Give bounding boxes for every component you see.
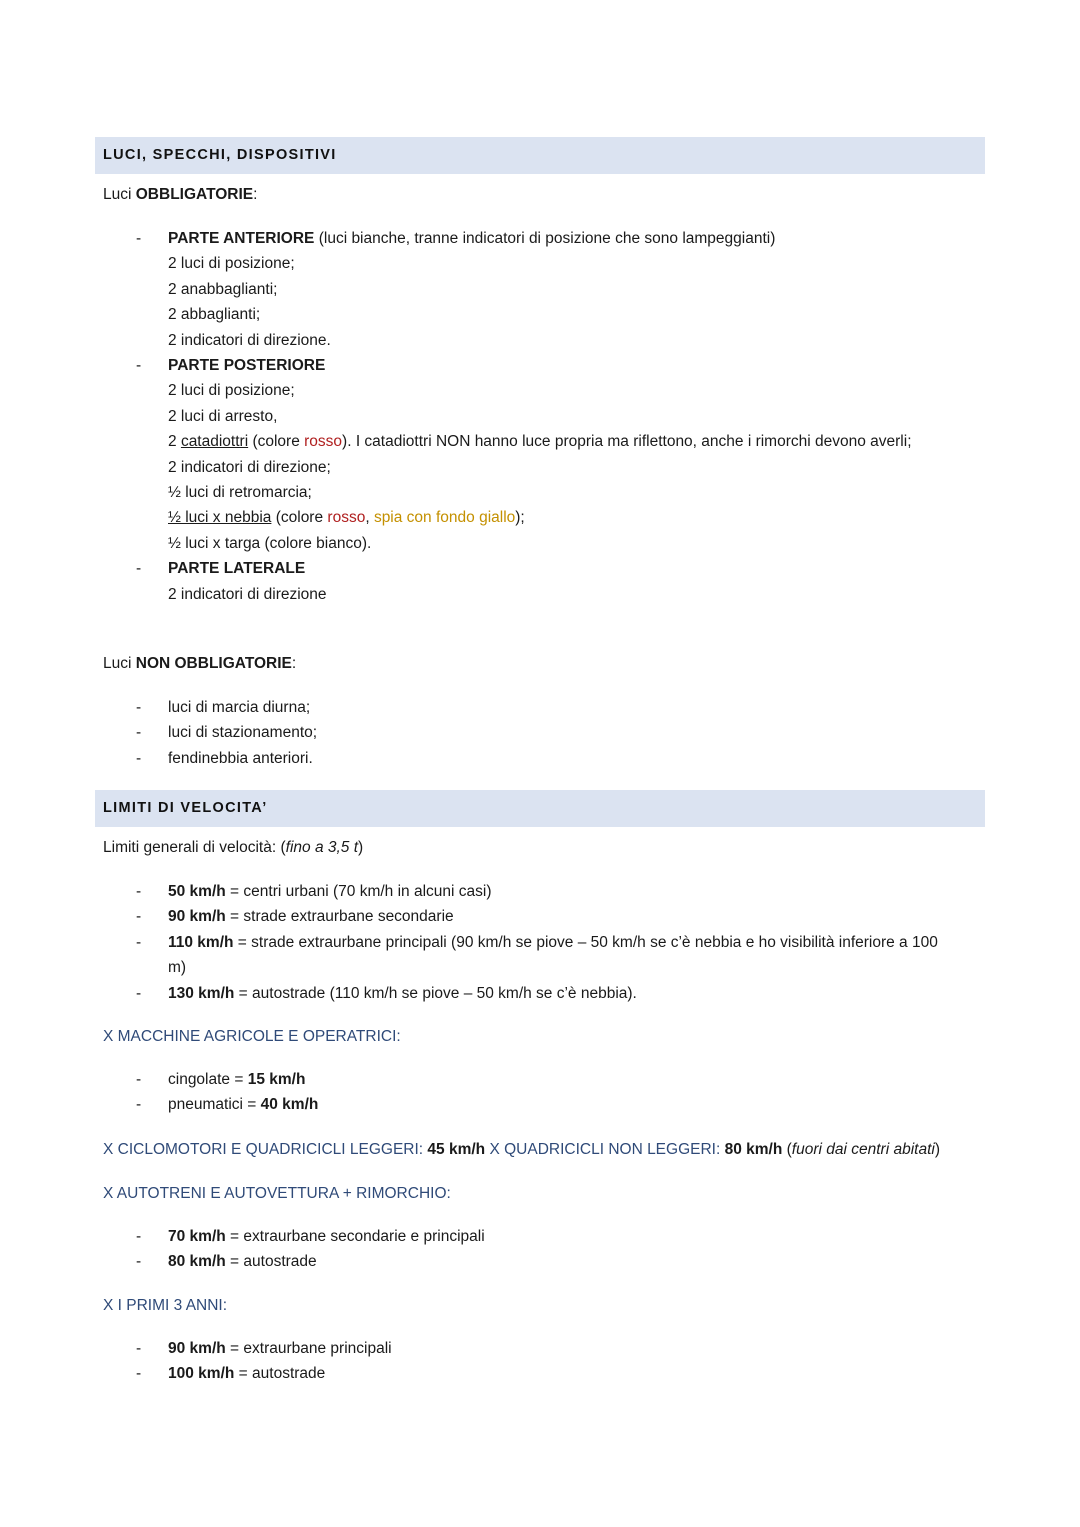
list-item: - cingolate = 15 km/h (136, 1071, 306, 1088)
agri-list (0, 1067, 880, 1118)
optional-lights-list (0, 695, 880, 771)
general-limits-intro: Limiti generali di velocità: (fino a 3,5 t) (103, 839, 364, 856)
list-item-side: - PARTE LATERALE 2 indicatori di direzione (136, 560, 327, 603)
list-item: - luci di stazionamento; (136, 724, 318, 742)
general-limits-list (0, 879, 938, 1006)
list-item: - 50 km/h = centri urbani (70 km/h in alcuni casi) (136, 883, 492, 900)
catadiottri-line: 2 catadiottri (colore rosso). I catadiottri NON hanno luce propria ma riflettono, anche i rimorchi devono averli; (168, 433, 912, 451)
novice-title: X I PRIMI 3 ANNI: (103, 1297, 228, 1314)
list-item: - 100 km/h = autostrade (136, 1365, 326, 1383)
section-header-lights: LUCI, SPECCHI, DISPOSITIVI (95, 137, 985, 174)
mandatory-lights-list (0, 226, 912, 607)
section-header-speed: LIMITI DI VELOCITA’ (95, 790, 985, 827)
novice-list (0, 1336, 880, 1387)
list-item: - 90 km/h = strade extraurbane secondarie (136, 908, 454, 926)
list-item: - 80 km/h = autostrade (136, 1253, 317, 1271)
list-item-front: - PARTE ANTERIORE (luci bianche, tranne indicatori di posizione che sono lampeggianti) 2 luci di posizione; 2 anabbaglianti; 2 abbaglianti; 2 indicatori di direzione. (136, 230, 776, 349)
front-title: PARTE ANTERIORE (168, 230, 315, 247)
rear-title: PARTE POSTERIORE (168, 357, 326, 375)
list-item: - 130 km/h = autostrade (110 km/h se piove – 50 km/h se c’è nebbia). (136, 984, 637, 1002)
list-item: - luci di marcia diurna; (136, 699, 311, 716)
list-item-rear: - PARTE POSTERIORE 2 luci di posizione; 2 luci di arresto, 2 catadiottri (colore rosso). I catadiottri NON hanno luce propria ma riflettono, anche i rimorchi devono averli; 2 indicatori di direzione; ½ luci di retromarcia; ½ luci x nebbia (colore rosso, spia con fondo giallo); ½ luci x targa (colore bianco). (0, 353, 880, 556)
optional-lights-intro: Luci NON OBBLIGATORIE: (103, 655, 297, 672)
list-item: - 110 km/h = strade extraurbane principali (90 km/h se piove – 50 km/h se c’è nebbia e ho visibilità inferiore a 100 m) (136, 933, 938, 977)
agri-title: X MACCHINE AGRICOLE E OPERATRICI: (103, 1028, 401, 1045)
trailer-title: X AUTOTRENI E AUTOVETTURA + RIMORCHIO: (103, 1185, 451, 1202)
list-item: - fendinebbia anteriori. (136, 749, 313, 767)
list-item: - pneumatici = 40 km/h (136, 1096, 319, 1114)
trailer-list (0, 1224, 880, 1275)
list-item: - 70 km/h = extraurbane secondarie e principali (136, 1228, 485, 1245)
mandatory-lights-intro: Luci OBBLIGATORIE: (103, 186, 258, 203)
moped-quad-line: X CICLOMOTORI E QUADRICICLI LEGGERI: 45 km/h X QUADRICICLI NON LEGGERI: 80 km/h (fuori dai centri abitati) (103, 1141, 940, 1158)
list-item: - 90 km/h = extraurbane principali (136, 1340, 392, 1357)
fog-lights-line: ½ luci x nebbia (colore rosso, spia con fondo giallo); (168, 509, 525, 527)
side-title: PARTE LATERALE (168, 560, 306, 578)
